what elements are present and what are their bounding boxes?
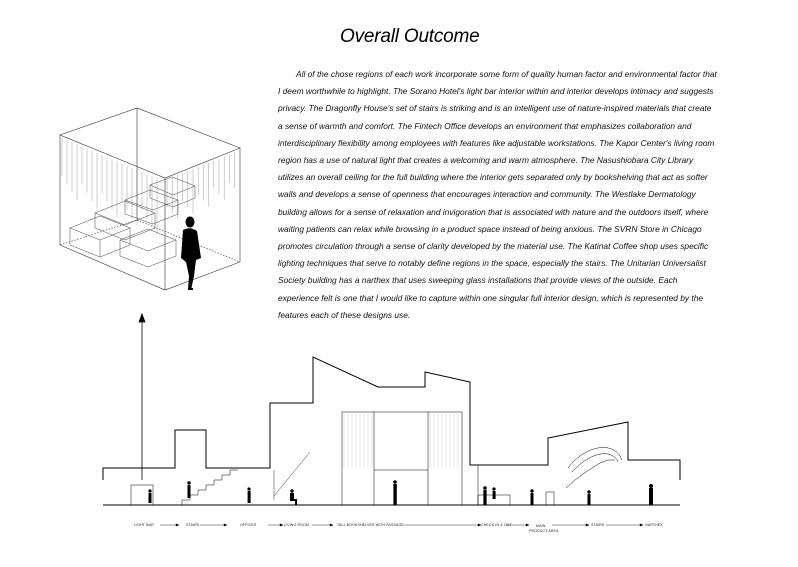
label-offices: OFFICES	[240, 523, 257, 527]
label-main: MAIN	[536, 524, 546, 528]
label-light-bar: LIGHT BAR	[134, 523, 154, 527]
section-people	[148, 480, 653, 505]
label-narthex: NARTHEX	[645, 523, 663, 527]
label-living-room: LIVING ROOM	[284, 523, 310, 527]
page-title: Overall Outcome	[340, 26, 480, 47]
body-paragraph: All of the chose regions of each work incorporate some form of quality human factor and environmental factor that I deem worthwhile to highlight. The Sorano Hotel's light bar interior within and interior develops intimacy and suggests privacy. The Dragonfly House's set of stairs is striking and is an intelligent use of nature-inspired materials that create a sense of warmth and comfort. The Fintech Office develops an environment that emphasizes collaboration and interdisciplinary flexibility among employees with features like adjustable workstations. The Kapor Center's living room region has a use of natural light that creates a welcoming and warm atmosphere. The Nasushiobara City Library utilizes an overall ceiling for the full building where the interior gets separated only by bookshelving that act as softer walls and develops a sense of openness that encourages interaction and community. The Westlake Dermatology building allows for a sense of relaxation and invigoration that is associated with nature and the outdoors itself, where waiting patients can relax while browsing in a product space instead of being anxious. The SVRN Store in Chicago promotes circulation through a sense of clarity developed by the material use. The Katinat Coffee shop uses specific lighting techniques that serve to notably define regions in the space, especially the stairs. The Unitarian Universalist Society building has a narthex that uses sweeping glass installations that provide views of the outside. Each experience felt is one that I would like to capture within one singular full interior design, which is represented by the features each of these designs use.	[278, 69, 717, 320]
person-silhouette	[181, 217, 201, 291]
label-bookshelves: TALL BOOKSHELVES WITH PASSAGE	[337, 523, 404, 527]
label-product-area: PRODUCT AREA	[529, 529, 559, 533]
label-stairs-2: STAIRS	[591, 523, 605, 527]
label-check-in: CHECK-IN & OUT	[481, 523, 512, 527]
height-arrow	[139, 314, 145, 480]
label-stairs-1: STAIRS	[186, 523, 200, 527]
